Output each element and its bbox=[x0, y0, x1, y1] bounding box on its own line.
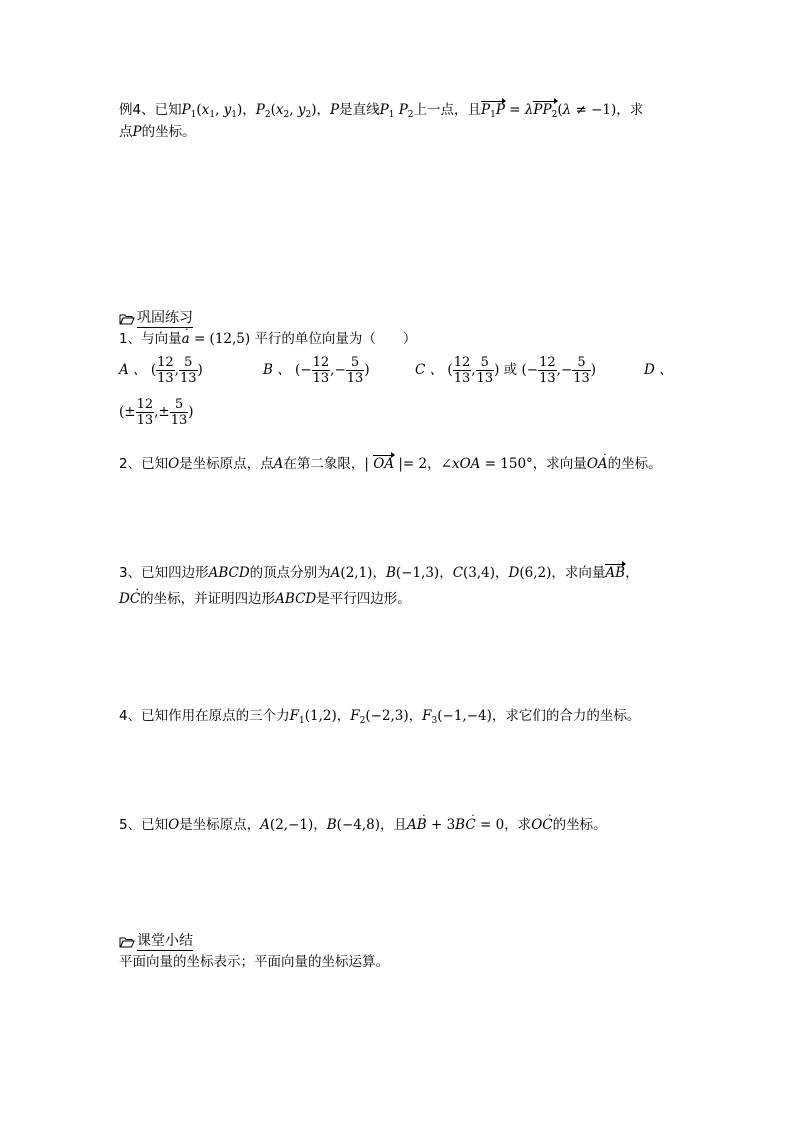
question-5: 5、已知O是坐标原点，A(2,−1)，B(−4,8)，且AB · + 3BC · = 0，求OC ·的坐标。 bbox=[119, 815, 607, 835]
question-1-stem: 1、与向量a · = (12,5) 平行的单位向量为（ ） bbox=[119, 329, 416, 349]
example4-line1: 例4、已知$P_1(x_1$, $y_1$)，$P_2(x_2$, $y_2$)，P是直线$P_1$ $P_2$上一点，且$P_1P = \lambda PP_2(\lambda \ne -1)$，求 bbox=[119, 100, 643, 125]
math-p1: $P_1(x_1$, $y_1$) bbox=[181, 102, 243, 120]
option-b: B 、 (− $\frac{12}{13}$ ,− $\frac{5}{13}$ ) bbox=[263, 354, 370, 386]
question-3-line2: DC ·的坐标，并证明四边形ABCD是平行四边形。 bbox=[119, 589, 411, 609]
folder-icon bbox=[119, 313, 135, 325]
section-header-summary: 课堂小结 bbox=[119, 932, 193, 951]
question-3-line1: 3、已知四边形ABCD的顶点分别为A(2,1)，B(−1,3)，C(3,4)，D(6,2)，求向量AB， bbox=[119, 565, 639, 581]
question-4: 4、已知作用在原点的三个力$F_1(1,2)$，$F_2(-2,3)$，$F_3(-1,-4)$，求它们的合力的坐标。 bbox=[119, 708, 641, 726]
question-2: 2、已知O是坐标原点，点A在第二象限，| OA |= 2，∠xOA = 150°，求向量OA ·的坐标。 bbox=[119, 454, 662, 474]
math-p2: $P_2(x_2$, $y_2$) bbox=[255, 102, 317, 120]
example4-line2: 点P的坐标。 bbox=[119, 124, 196, 140]
folder-icon bbox=[119, 936, 135, 948]
summary-text: 平面向量的坐标表示；平面向量的坐标运算。 bbox=[119, 954, 389, 970]
section-header-practice: 巩固练习 bbox=[119, 309, 193, 328]
option-c: C 、 ( $\frac{12}{13}$ , $\frac{5}{13}$ ) 或 (− $\frac{12}{13}$ ,− $\frac{5}{13}$ ) bbox=[415, 354, 597, 386]
option-a: A 、 ( $\frac{12}{13}$ , $\frac{5}{13}$ ) bbox=[119, 354, 203, 386]
math-lambda-eq: $P_1P = \lambda PP_2(\lambda \ne -1)$ bbox=[481, 102, 616, 118]
option-d-value: (± $\frac{12}{13}$ ,± $\frac{5}{13}$ ) bbox=[119, 396, 194, 428]
option-d: D 、 bbox=[644, 362, 673, 378]
